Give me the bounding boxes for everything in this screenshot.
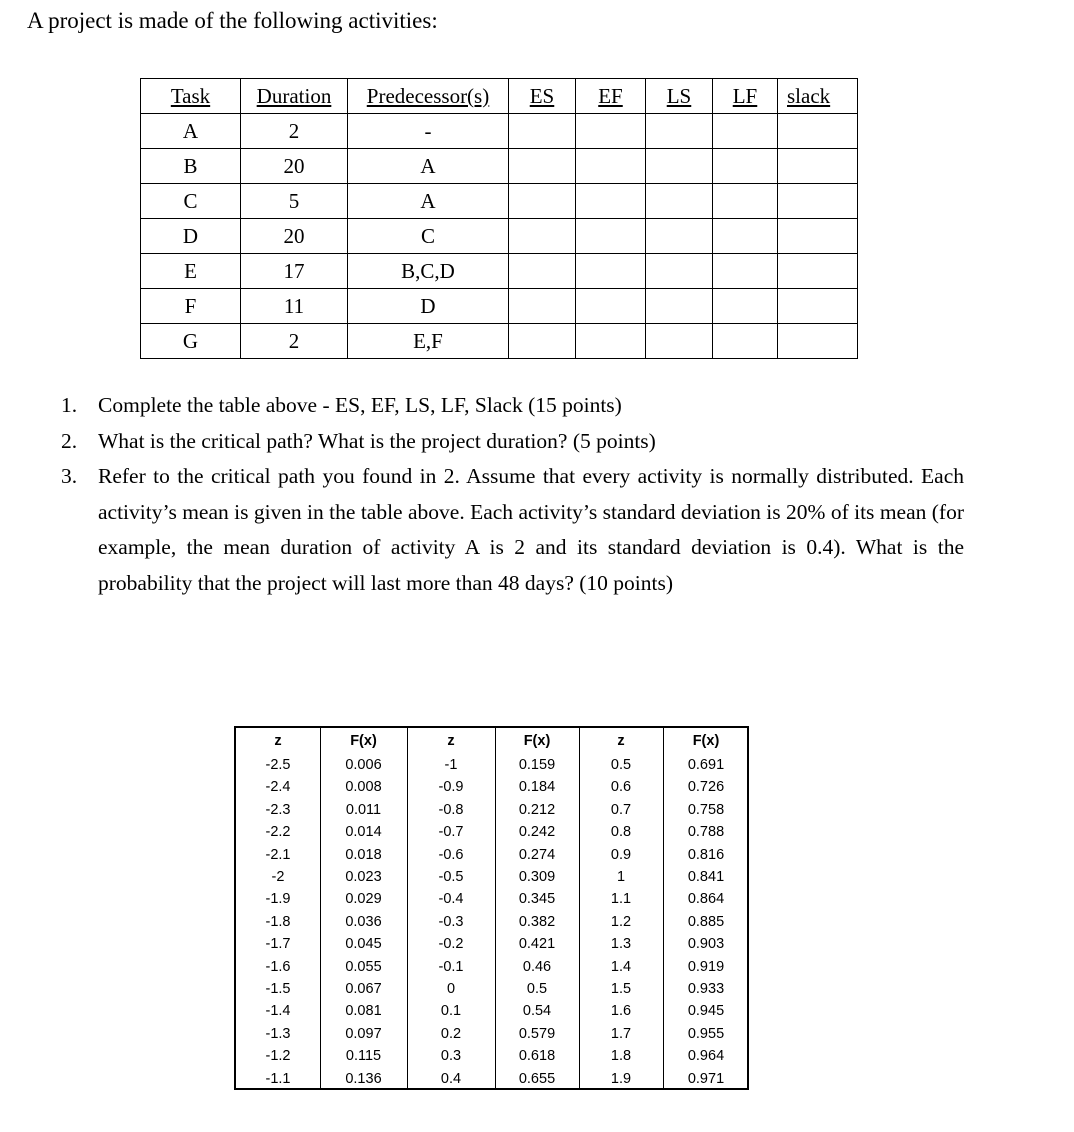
ls-cell[interactable]: [646, 184, 713, 219]
z-value: -1.1: [265, 1070, 291, 1087]
task-cell: E: [141, 254, 241, 289]
es-cell[interactable]: [509, 184, 576, 219]
f-value: 0.841: [687, 869, 725, 885]
z-column: [579, 728, 663, 1088]
f-value: 0.136: [345, 1070, 382, 1087]
activity-row: [141, 184, 858, 219]
z-value: 0.3: [440, 1048, 462, 1065]
f-value: 0.081: [345, 1003, 382, 1020]
f-value: 0.885: [687, 913, 725, 930]
header-es: ES: [509, 79, 576, 114]
duration-cell: 5: [241, 184, 348, 219]
z-value: 0.6: [610, 779, 632, 796]
lf-cell[interactable]: [713, 114, 778, 149]
z-value: -0.8: [438, 801, 464, 818]
f-value: 0.008: [345, 779, 382, 796]
slack-cell[interactable]: [778, 184, 858, 219]
f-value: 0.018: [345, 846, 382, 863]
header-ef: EF: [576, 79, 646, 114]
header-duration: Duration: [241, 79, 348, 114]
f-column-header: F(x): [350, 733, 377, 749]
predecessor-cell: A: [348, 184, 509, 219]
ls-cell[interactable]: [646, 289, 713, 324]
z-value: 1.6: [610, 1003, 632, 1020]
f-value: 0.159: [518, 757, 556, 773]
z-value: -1.8: [265, 913, 291, 930]
z-value: -1.5: [265, 981, 291, 997]
f-value: 0.115: [345, 1048, 382, 1065]
z-value: 1.1: [610, 891, 632, 908]
task-cell: G: [141, 324, 241, 359]
f-value: 0.184: [518, 779, 556, 796]
ls-cell[interactable]: [646, 149, 713, 184]
predecessor-cell: -: [348, 114, 509, 149]
f-value: 0.242: [518, 824, 556, 841]
f-value: 0.54: [522, 1003, 552, 1020]
f-value: 0.011: [345, 801, 382, 818]
task-cell: D: [141, 219, 241, 254]
z-value: 1.3: [610, 936, 632, 953]
z-value: 0.7: [610, 801, 632, 818]
column-divider: [407, 728, 408, 1088]
f-value: 0.309: [518, 869, 556, 885]
f-value: 0.758: [687, 801, 725, 818]
slack-cell[interactable]: [778, 324, 858, 359]
question-3: 3. Refer to the critical path you found in 2. Assume that every activity is normally distributed. Each activity’s mean is given in the table above. Each activity’s standard deviation is 20% of its mean (for example, the mean duration of activity A is 2 and its standard deviation is 0.4). What is the probability that the project will last more than 48 days? (10 points): [61, 464, 964, 595]
z-value: 1: [616, 869, 626, 885]
z-value: -0.4: [438, 891, 464, 908]
f-value: 0.097: [345, 1025, 382, 1042]
activity-row: [141, 149, 858, 184]
z-value: 0.9: [610, 846, 632, 863]
activity-row: [141, 114, 858, 149]
f-value: 0.006: [345, 757, 382, 773]
es-cell[interactable]: [509, 289, 576, 324]
predecessor-cell: D: [348, 289, 509, 324]
z-value: -2.4: [265, 779, 291, 796]
header-ls: LS: [646, 79, 713, 114]
f-value: 0.919: [687, 958, 725, 975]
column-divider: [495, 728, 496, 1088]
task-cell: A: [141, 114, 241, 149]
es-cell[interactable]: [509, 114, 576, 149]
header-task: Task: [141, 79, 241, 114]
f-value: 0.726: [687, 779, 725, 796]
task-cell: C: [141, 184, 241, 219]
z-value: -1.9: [265, 891, 291, 908]
f-value: 0.903: [687, 936, 725, 953]
f-value: 0.955: [687, 1025, 725, 1042]
f-column-header: F(x): [692, 733, 720, 749]
duration-cell: 17: [241, 254, 348, 289]
z-value: -0.1: [438, 958, 464, 975]
header-lf: LF: [713, 79, 778, 114]
f-value: 0.655: [518, 1070, 556, 1087]
slack-cell[interactable]: [778, 219, 858, 254]
ls-cell[interactable]: [646, 219, 713, 254]
z-table: [234, 726, 749, 1090]
f-value: 0.945: [687, 1003, 725, 1020]
f-value: 0.618: [518, 1048, 556, 1065]
z-value: -1.4: [265, 1003, 291, 1020]
f-value: 0.045: [345, 936, 382, 953]
f-value: 0.029: [345, 891, 382, 908]
task-cell: B: [141, 149, 241, 184]
header-predecessors: Predecessor(s): [348, 79, 509, 114]
predecessor-cell: A: [348, 149, 509, 184]
z-value: 0.4: [440, 1070, 462, 1087]
lf-cell[interactable]: [713, 289, 778, 324]
f-value: 0.055: [345, 958, 382, 975]
lf-cell[interactable]: [713, 324, 778, 359]
lf-cell[interactable]: [713, 184, 778, 219]
ef-cell[interactable]: [576, 149, 646, 184]
z-column-header: z: [274, 733, 282, 749]
z-value: -0.7: [438, 824, 464, 841]
f-column-header: F(x): [523, 733, 551, 749]
z-value: -0.5: [438, 869, 464, 885]
intro-text: A project is made of the following activities:: [27, 8, 438, 33]
f-value: 0.5: [526, 981, 548, 997]
f-value: 0.345: [518, 891, 556, 908]
ef-cell[interactable]: [576, 324, 646, 359]
question-2: 2. What is the critical path? What is the project duration? (5 points): [61, 428, 656, 453]
z-value: 0.8: [610, 824, 632, 841]
question-list: [61, 388, 964, 601]
f-column: [663, 728, 749, 1088]
z-value: -2.1: [265, 846, 291, 863]
slack-cell[interactable]: [778, 114, 858, 149]
z-column: [236, 728, 320, 1088]
f-value: 0.212: [518, 801, 556, 818]
f-value: 0.864: [687, 891, 725, 908]
z-value: -1.2: [265, 1048, 291, 1065]
f-value: 0.014: [345, 824, 382, 841]
column-divider: [663, 728, 664, 1088]
duration-cell: 20: [241, 149, 348, 184]
activity-table-header: [141, 79, 858, 114]
activity-row: [141, 254, 858, 289]
es-cell[interactable]: [509, 254, 576, 289]
f-value: 0.816: [687, 846, 725, 863]
f-value: 0.46: [522, 958, 552, 975]
duration-cell: 11: [241, 289, 348, 324]
ls-cell[interactable]: [646, 114, 713, 149]
z-value: -2.5: [265, 757, 291, 773]
f-value: 0.067: [345, 981, 382, 997]
lf-cell[interactable]: [713, 254, 778, 289]
f-value: 0.788: [687, 824, 725, 841]
f-column: [320, 728, 407, 1088]
slack-cell[interactable]: [778, 289, 858, 324]
z-value: -1.7: [265, 936, 291, 953]
lf-cell[interactable]: [713, 149, 778, 184]
ls-cell[interactable]: [646, 324, 713, 359]
ef-cell[interactable]: [576, 254, 646, 289]
z-value: 1.2: [610, 913, 632, 930]
ls-cell[interactable]: [646, 254, 713, 289]
z-value: 1.4: [610, 958, 632, 975]
f-value: 0.691: [687, 757, 725, 773]
column-divider: [579, 728, 580, 1088]
predecessor-cell: C: [348, 219, 509, 254]
z-value: -0.9: [438, 779, 464, 796]
activity-row: [141, 289, 858, 324]
f-value: 0.964: [687, 1048, 725, 1065]
z-value: -2: [271, 869, 285, 885]
z-column-header: z: [617, 733, 625, 749]
slack-cell[interactable]: [778, 149, 858, 184]
f-value: 0.421: [518, 936, 556, 953]
z-value: -1.6: [265, 958, 291, 975]
z-value: -2.2: [265, 824, 291, 841]
z-value: -2.3: [265, 801, 291, 818]
z-value: -1: [444, 757, 458, 773]
z-value: 0.5: [610, 757, 632, 773]
ef-cell[interactable]: [576, 184, 646, 219]
duration-cell: 2: [241, 114, 348, 149]
z-value: 1.8: [610, 1048, 632, 1065]
f-value: 0.023: [345, 869, 382, 885]
f-value: 0.933: [687, 981, 725, 997]
z-value: -0.6: [438, 846, 464, 863]
ef-cell[interactable]: [576, 289, 646, 324]
z-value: 0.2: [440, 1025, 462, 1042]
z-value: 1.5: [610, 981, 632, 997]
f-value: 0.036: [345, 913, 382, 930]
f-column: [495, 728, 579, 1088]
f-value: 0.971: [687, 1070, 725, 1087]
question-1: 1. Complete the table above - ES, EF, LS, LF, Slack (15 points): [61, 393, 622, 417]
es-cell[interactable]: [509, 149, 576, 184]
duration-cell: 2: [241, 324, 348, 359]
z-value: 1.7: [610, 1025, 632, 1042]
z-value: 0.1: [440, 1003, 462, 1020]
column-divider: [320, 728, 321, 1088]
activity-table: [140, 78, 858, 359]
lf-cell[interactable]: [713, 219, 778, 254]
activity-row: [141, 219, 858, 254]
slack-cell[interactable]: [778, 254, 858, 289]
duration-cell: 20: [241, 219, 348, 254]
z-value: -0.2: [438, 936, 464, 953]
es-cell[interactable]: [509, 324, 576, 359]
z-column-header: z: [447, 733, 455, 749]
f-value: 0.579: [518, 1025, 556, 1042]
predecessor-cell: B,C,D: [348, 254, 509, 289]
z-value: 0: [446, 981, 456, 997]
f-value: 0.382: [518, 913, 556, 930]
task-cell: F: [141, 289, 241, 324]
header-slack: slack: [778, 79, 858, 114]
z-value: -0.3: [438, 913, 464, 930]
activity-row: [141, 324, 858, 359]
z-column: [407, 728, 495, 1088]
ef-cell[interactable]: [576, 114, 646, 149]
ef-cell[interactable]: [576, 219, 646, 254]
z-value: 1.9: [610, 1070, 632, 1087]
f-value: 0.274: [518, 846, 556, 863]
predecessor-cell: E,F: [348, 324, 509, 359]
z-value: -1.3: [265, 1025, 291, 1042]
es-cell[interactable]: [509, 219, 576, 254]
